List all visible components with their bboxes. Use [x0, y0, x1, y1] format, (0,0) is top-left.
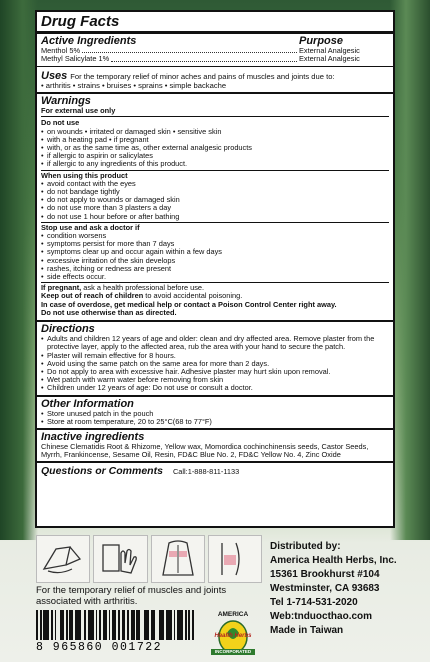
- list-item: • rashes, itching or redness are present: [41, 265, 389, 273]
- questions-section: [37, 463, 393, 479]
- list-item: • do not use 1 hour before or after bathing: [41, 213, 389, 221]
- list-item: • side effects occur.: [41, 273, 389, 281]
- list-item: • do not apply to wounds or damaged skin: [41, 196, 389, 204]
- general-warnings-block: [41, 283, 389, 318]
- overdose-warning: In case of overdose, get medical help or contact a Poison Control Center right away.: [41, 299, 337, 309]
- ingredient-name: Methyl Salicylate 1%: [41, 54, 110, 64]
- distributor-line: Tel 1-714-531-2020: [270, 597, 358, 608]
- drug-facts-panel: [35, 10, 395, 528]
- list-item: • symptoms clear up and occur again within a few days: [41, 248, 389, 256]
- list-item: • with a heating pad • if pregnant: [41, 136, 389, 144]
- ingredient-purpose: External Analgesic: [299, 54, 360, 64]
- uses-text: For the temporary relief of minor aches and pains of muscles and joints due to:: [70, 71, 335, 81]
- stop-use-heading: Stop use and ask a doctor if: [41, 222, 140, 232]
- inactive-ingredients-text: Chinese Clematidis Root & Rhizome, Yellow wax, Momordica cochinchinensis seeds, Castor Seeds, Myrrh, Frankincense, Sesame Oil, Resin, FD&C Blue No. 2, FD&C Yellow No. 4, Zinc Oxide: [41, 441, 369, 460]
- distributor-line: Web:tnduocthao.com: [270, 611, 373, 622]
- children-warning: Keep out of reach of children to avoid accidental poisoning.: [41, 291, 243, 301]
- active-ingredients-section: [37, 34, 393, 67]
- other-information-section: [37, 397, 393, 430]
- pregnancy-warning: If pregnant, ask a health professional before use.: [41, 283, 205, 293]
- list-item: • Adults and children 12 years of age and older: clean and dry affected area. Remove plaster from the protective layer, apply to the affected area, rub the area with your hand to secure the patch.: [41, 335, 389, 351]
- inactive-ingredients-section: [37, 430, 393, 463]
- do-not-use-block: [41, 118, 389, 170]
- list-item: • Store at room temperature, 20 to 25°C(68 to 77°F): [41, 418, 389, 426]
- questions-phone: Call:1-888-811-1133: [172, 467, 240, 477]
- product-barcode: [36, 610, 198, 654]
- distributor-line: Distributed by:: [270, 541, 341, 552]
- list-item: • Plaster will remain effective for 8 hours.: [41, 352, 389, 360]
- logo-middle-text: Health Herbs: [214, 633, 252, 639]
- list-item: • if allergic to any ingredients of this product.: [41, 160, 389, 168]
- list-item: • Store unused patch in the pouch: [41, 410, 389, 418]
- background-foliage-right: [390, 0, 430, 540]
- active-ingredients-heading: Active Ingredients: [41, 35, 137, 47]
- uses-section: [37, 67, 393, 94]
- list-item: • condition worsens: [41, 232, 389, 240]
- list-item: • Avoid using the same patch on the same area for more than 2 days.: [41, 360, 389, 368]
- peel-patch-icon: [36, 535, 90, 583]
- distributor-line: America Health Herbs, Inc.: [270, 555, 397, 566]
- warnings-heading: Warnings: [41, 95, 91, 108]
- barcode-bars: [36, 610, 198, 640]
- list-item: • do not bandage tightly: [41, 188, 389, 196]
- back-application-icon: [151, 535, 205, 583]
- background-foliage-left: [0, 0, 38, 540]
- distributor-info: [270, 540, 420, 638]
- uses-list: • arthritis • strains • bruises • sprains • simple backache: [41, 80, 227, 90]
- ingredient-row: [41, 55, 389, 63]
- questions-heading: Questions or Comments: [41, 465, 163, 478]
- inactive-ingredients-heading: Inactive ingredients: [41, 430, 145, 443]
- list-item: • symptoms persist for more than 7 days: [41, 240, 389, 248]
- knee-application-icon: [208, 535, 262, 583]
- distributor-line: 15361 Brookhurst #104: [270, 569, 380, 580]
- when-using-block: [41, 171, 389, 223]
- when-using-heading: When using this product: [41, 170, 128, 180]
- external-use-warning: For external use only: [41, 107, 389, 117]
- do-not-use-heading: Do not use: [41, 118, 80, 128]
- list-item: • avoid contact with the eyes: [41, 180, 389, 188]
- list-item: • Do not apply to area with excessive hair. Adhesive plaster may hurt skin upon removal.: [41, 368, 389, 376]
- distributor-line: Made in Taiwan: [270, 625, 344, 636]
- list-item: • Wet patch with warm water before removing from skin: [41, 376, 389, 384]
- distributor-line: Westminster, CA 93683: [270, 583, 380, 594]
- list-item: • Children under 12 years of age: Do not use or consult a doctor.: [41, 384, 389, 392]
- list-item: • excessive irritation of the skin develops: [41, 257, 389, 265]
- directions-heading: Directions: [41, 323, 95, 336]
- purpose-heading: Purpose: [299, 35, 344, 47]
- ingredient-name: Menthol 5%: [41, 46, 81, 55]
- other-information-heading: Other Information: [41, 397, 134, 410]
- drug-facts-title: Drug Facts: [37, 12, 393, 34]
- directions-section: [37, 322, 393, 396]
- relief-caption: For the temporary relief of muscles and joints associated with arthritis.: [36, 585, 227, 607]
- barcode-number: 8 965860 001722: [36, 641, 163, 654]
- logo-top-text: AMERICA: [217, 611, 249, 618]
- stop-use-block: [41, 223, 389, 283]
- directed-use-warning: Do not use otherwise than as directed.: [41, 307, 177, 317]
- usage-pictograms: [36, 535, 262, 583]
- list-item: • with, or as the same time as, other external analgesic products: [41, 144, 389, 152]
- hand-apply-icon: [93, 535, 147, 583]
- list-item: • if allergic to aspirin or salicylates: [41, 152, 389, 160]
- warnings-section: [37, 94, 393, 322]
- list-item: • on wounds • irritated or damaged skin • sensitive skin: [41, 128, 389, 136]
- logo-bottom-text: INCORPORATED: [214, 649, 252, 654]
- uses-heading: Uses: [41, 69, 68, 82]
- ingredient-purpose: External Analgesic: [299, 46, 360, 55]
- list-item: • do not use more than 3 plasters a day: [41, 204, 389, 212]
- brand-logo: [205, 611, 261, 655]
